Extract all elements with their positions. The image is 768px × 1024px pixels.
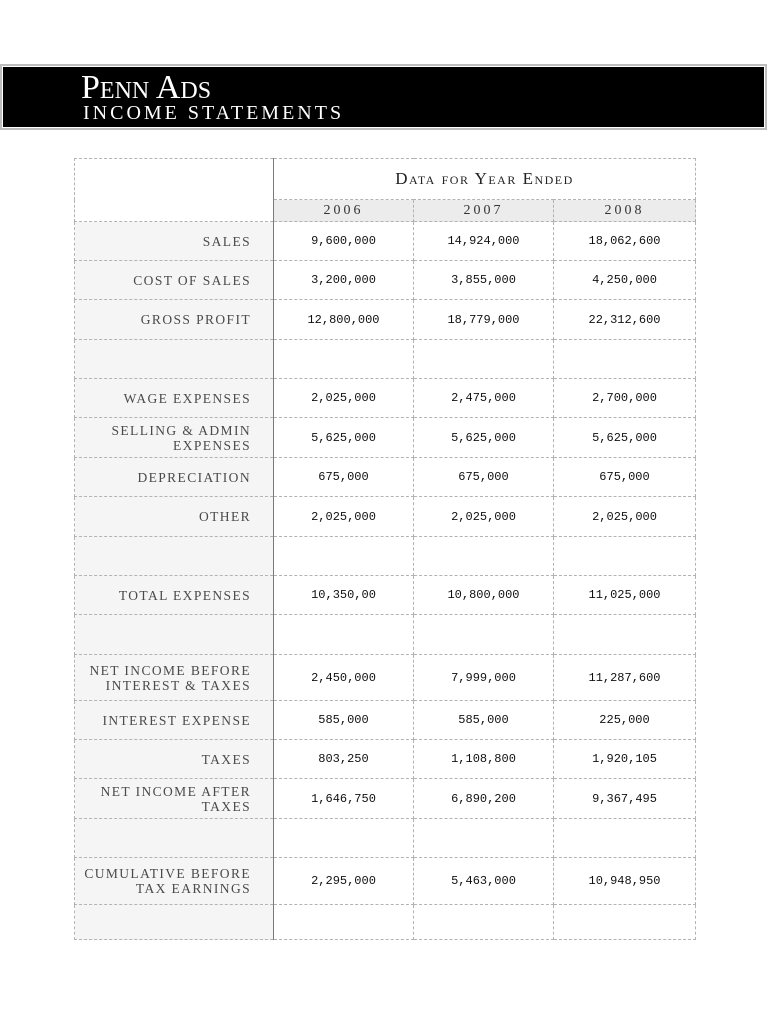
row-label: COST OF SALES: [75, 261, 274, 300]
cell-value: 5,625,000: [414, 418, 554, 458]
table-row: [75, 222, 696, 261]
cell-value: 2,025,000: [274, 497, 414, 537]
cell-value: [414, 819, 554, 858]
cell-value: 1,108,800: [414, 740, 554, 779]
cell-value: [274, 615, 414, 655]
table-row: [75, 740, 696, 779]
row-label: CUMULATIVE BEFORE TAX EARNINGS: [75, 858, 274, 905]
row-label: NET INCOME AFTER TAXES: [75, 779, 274, 819]
title-banner: [3, 67, 764, 127]
cell-value: 7,999,000: [414, 655, 554, 701]
header-row: [75, 159, 696, 200]
cell-value: [554, 819, 696, 858]
table-row: [75, 779, 696, 819]
table-row: [75, 576, 696, 615]
table-row: [75, 655, 696, 701]
row-label: [75, 905, 274, 940]
cell-value: [414, 905, 554, 940]
year-header: 2008: [554, 200, 696, 222]
table-row: [75, 261, 696, 300]
cell-value: 11,287,600: [554, 655, 696, 701]
cell-value: 2,700,000: [554, 379, 696, 418]
cell-value: [274, 340, 414, 379]
page-title: Penn Ads: [81, 69, 212, 106]
cell-value: 2,450,000: [274, 655, 414, 701]
cell-value: 10,350,00: [274, 576, 414, 615]
cell-value: [414, 340, 554, 379]
row-label: [75, 819, 274, 858]
table-row: [75, 300, 696, 340]
cell-value: 5,625,000: [274, 418, 414, 458]
cell-value: 3,200,000: [274, 261, 414, 300]
row-label: SALES: [75, 222, 274, 261]
page-subtitle: INCOME STATEMENTS: [83, 102, 345, 124]
row-label: NET INCOME BEFORE INTEREST & TAXES: [75, 655, 274, 701]
cell-value: 225,000: [554, 701, 696, 740]
cell-value: 803,250: [274, 740, 414, 779]
row-label: INTEREST EXPENSE: [75, 701, 274, 740]
row-label: OTHER: [75, 497, 274, 537]
cell-value: 18,779,000: [414, 300, 554, 340]
cell-value: [554, 905, 696, 940]
cell-value: 18,062,600: [554, 222, 696, 261]
cell-value: 6,890,200: [414, 779, 554, 819]
row-label: [75, 537, 274, 576]
cell-value: [554, 615, 696, 655]
spacer-row: [75, 537, 696, 576]
table-row: [75, 701, 696, 740]
table-row: [75, 858, 696, 905]
income-statement-table: [74, 158, 696, 940]
cell-value: 11,025,000: [554, 576, 696, 615]
cell-value: 1,920,105: [554, 740, 696, 779]
cell-value: 4,250,000: [554, 261, 696, 300]
row-label: GROSS PROFIT: [75, 300, 274, 340]
cell-value: [274, 537, 414, 576]
cell-value: 5,625,000: [554, 418, 696, 458]
year-header: 2006: [274, 200, 414, 222]
spacer-row: [75, 615, 696, 655]
cell-value: [274, 819, 414, 858]
cell-value: 675,000: [414, 458, 554, 497]
cell-value: 2,025,000: [274, 379, 414, 418]
cell-value: 3,855,000: [414, 261, 554, 300]
cell-value: [414, 537, 554, 576]
year-header: 2007: [414, 200, 554, 222]
cell-value: [554, 340, 696, 379]
table-row: [75, 458, 696, 497]
cell-value: 585,000: [274, 701, 414, 740]
cell-value: 5,463,000: [414, 858, 554, 905]
cell-value: 585,000: [414, 701, 554, 740]
spacer-row: [75, 905, 696, 940]
row-label: SELLING & ADMIN EXPENSES: [75, 418, 274, 458]
cell-value: 675,000: [274, 458, 414, 497]
table-corner: [75, 159, 274, 222]
year-group-header: Data for Year Ended: [274, 159, 696, 200]
row-label: WAGE EXPENSES: [75, 379, 274, 418]
cell-value: [274, 905, 414, 940]
cell-value: 2,295,000: [274, 858, 414, 905]
cell-value: 2,025,000: [554, 497, 696, 537]
cell-value: 22,312,600: [554, 300, 696, 340]
cell-value: 9,367,495: [554, 779, 696, 819]
table-row: [75, 497, 696, 537]
spacer-row: [75, 340, 696, 379]
table-row: [75, 379, 696, 418]
cell-value: 10,800,000: [414, 576, 554, 615]
cell-value: 9,600,000: [274, 222, 414, 261]
row-label: [75, 615, 274, 655]
row-label: TOTAL EXPENSES: [75, 576, 274, 615]
table-row: [75, 418, 696, 458]
cell-value: 2,475,000: [414, 379, 554, 418]
row-label: TAXES: [75, 740, 274, 779]
cell-value: 2,025,000: [414, 497, 554, 537]
row-label: DEPRECIATION: [75, 458, 274, 497]
cell-value: [414, 615, 554, 655]
cell-value: 675,000: [554, 458, 696, 497]
cell-value: 12,800,000: [274, 300, 414, 340]
row-label: [75, 340, 274, 379]
cell-value: 14,924,000: [414, 222, 554, 261]
spacer-row: [75, 819, 696, 858]
cell-value: 10,948,950: [554, 858, 696, 905]
cell-value: [554, 537, 696, 576]
cell-value: 1,646,750: [274, 779, 414, 819]
